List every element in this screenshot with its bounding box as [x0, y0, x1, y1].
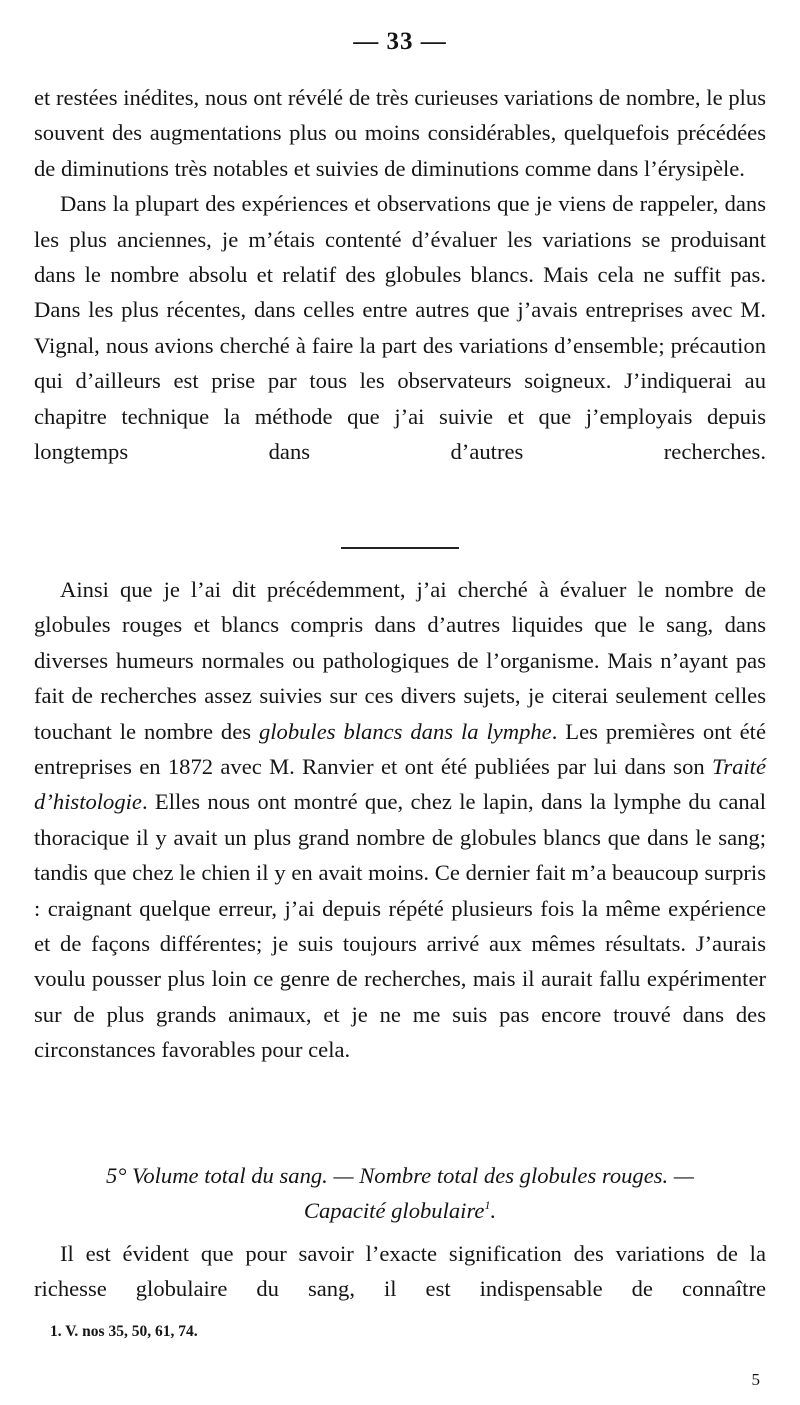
heading-line-1: 5° Volume total du sang. — Nombre total des globules rouges. —	[106, 1163, 694, 1188]
paragraph-3-mid: . Les premières ont été entreprises en 1872 avec M. Ranvier et ont été publiées par lui dans son	[34, 718, 766, 780]
footnote-ref: 1	[484, 1198, 491, 1212]
section-3	[34, 1236, 766, 1307]
heading-line-2: Capacité globulaire$^1$.	[303, 1198, 497, 1223]
section-heading	[34, 1158, 766, 1228]
paragraph-1: et restées inédites, nous ont révélé de très curieuses variations de nombre, le plus souvent des augmentations plus ou moins considérables, quelquefois précédées de diminutions très notables et suivies de diminutions comme dans l’érysipèle.	[34, 85, 766, 181]
paragraph-2: Dans la plupart des expériences et observations que je viens de rappeler, dans les plus anciennes, je m’étais contenté d’évaluer les variations se produisant dans le nombre absolu et relatif des globules blancs. Mais cela ne suffit pas. Dans les plus récentes, dans celles entre autres que j’avais entreprises avec M. Vignal, nous avions cherché à faire la part des variations d’ensemble; précaution qui d’ailleurs est prise par tous les observateurs soigneux. J’indiquerai au chapitre technique la méthode que j’ai suivie et que j’employais depuis longtemps dans d’autres recherches.	[34, 191, 766, 465]
paragraph-3-intro: Ainsi que je l’ai dit précédemment, j’ai cherché à évaluer le nombre de globules rouges et blancs compris dans d’autres liquides que le sang, dans diverses humeurs normales ou pathologiques de l’organisme. Mais n’ayant pas fait de recherches assez suivies sur ces divers sujets, je citerai seulement celles touchant le nombre des	[34, 577, 766, 744]
section-divider	[341, 547, 459, 549]
emphasis-globules-blancs: globules blancs dans la lymphe	[258, 718, 552, 744]
paragraph-3	[34, 572, 766, 1068]
section-2	[34, 572, 766, 1068]
paragraph-3-rest: . Elles nous ont montré que, chez le lapin, dans la lymphe du canal thoracique il y avait un plus grand nombre de globules blancs que dans le sang; tandis que chez le chien il y en avait moins. Ce dernier fait m’a beaucoup surpris : craignant quelque erreur, j’ai depuis répété plusieurs fois la même expérience et de façons différentes; je suis toujours arrivé aux mêmes résultats. J’aurais voulu pousser plus loin ce genre de recherches, mais il aurait fallu expérimenter sur de plus grands animaux, et je ne me suis pas encore trouvé dans des circonstances favorables pour cela.	[34, 789, 766, 1063]
page-number: — 33 —	[353, 28, 447, 55]
emphasis-traite-histologie: Traité d’histologie	[34, 754, 766, 815]
signature-mark: 5	[751, 1370, 760, 1389]
paragraph-4: Il est évident que pour savoir l’exacte signification des variations de la richesse globulaire du sang, il est indispensable de connaître	[34, 1241, 766, 1302]
footnote: 1. V. nos 35, 50, 61, 74.	[50, 1323, 198, 1340]
section-1	[34, 80, 766, 469]
